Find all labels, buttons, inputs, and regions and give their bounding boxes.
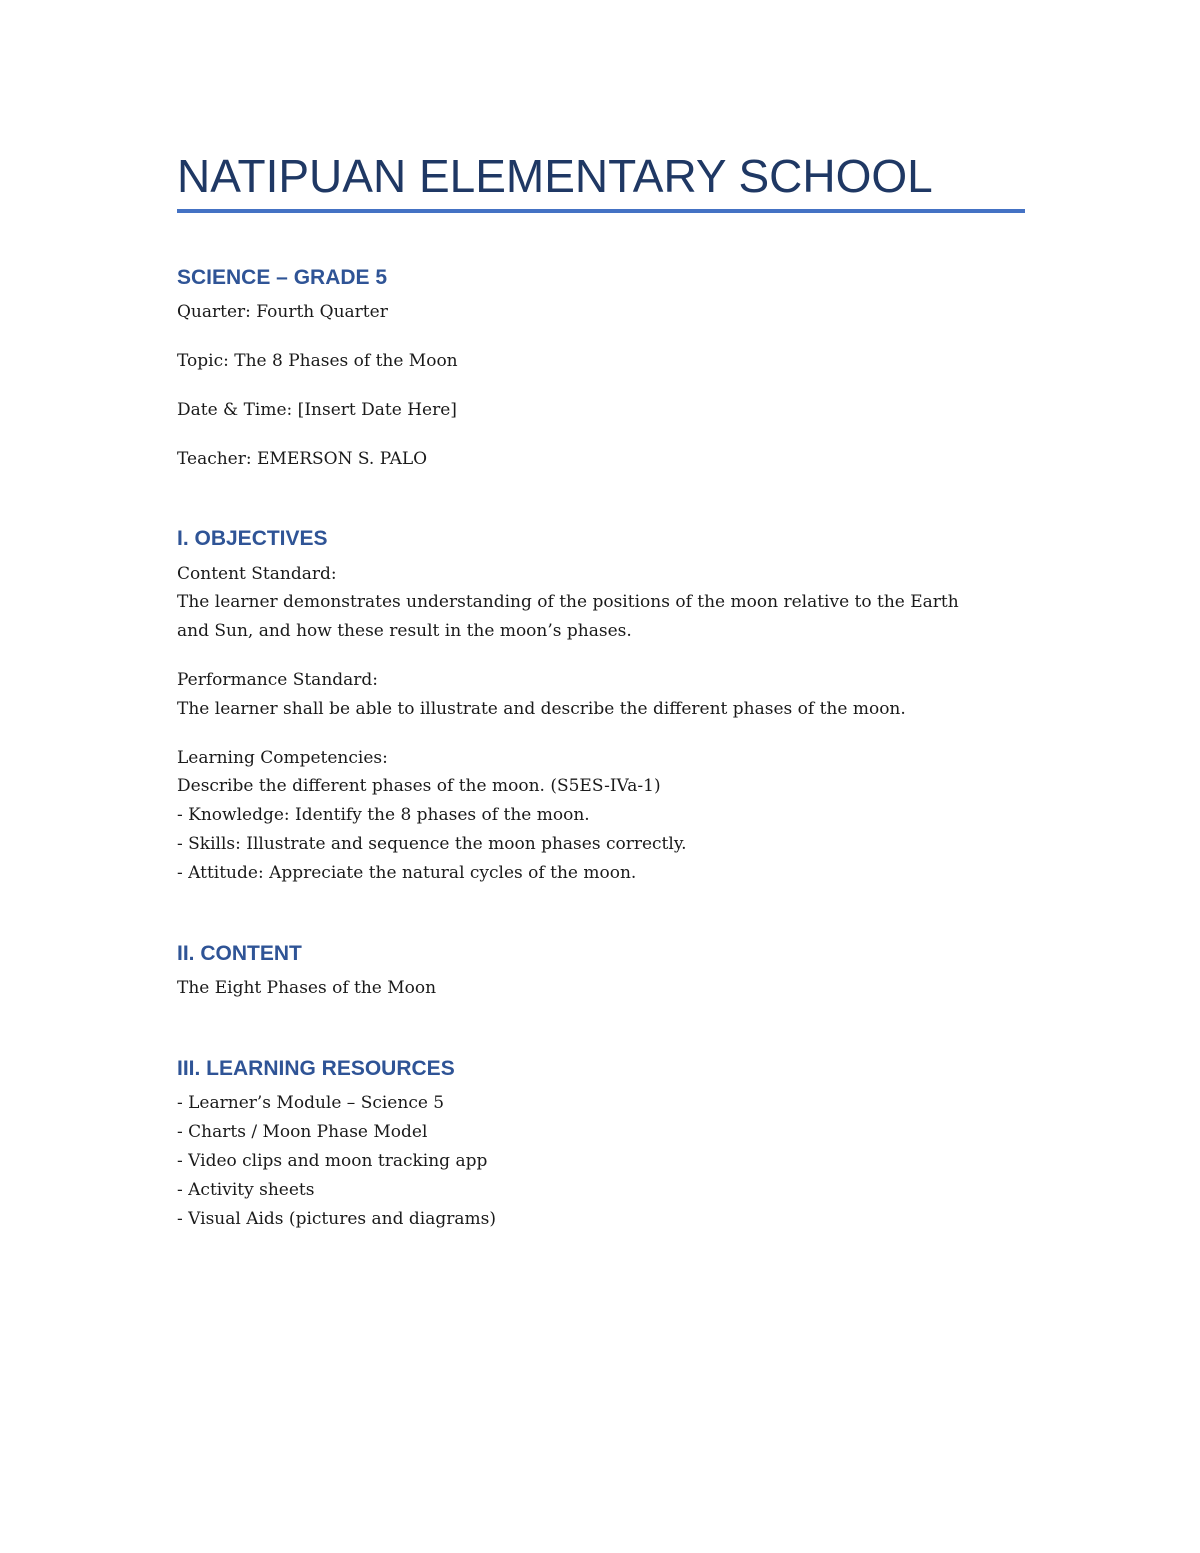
topic-line: Topic: The 8 Phases of the Moon — [177, 351, 458, 371]
content-standard-label: Content Standard: — [177, 564, 337, 584]
resources-heading: III. LEARNING RESOURCES — [177, 1057, 455, 1080]
content-text: The Eight Phases of the Moon — [177, 978, 437, 998]
resource-item: - Video clips and moon tracking app — [177, 1151, 488, 1171]
subject-heading: SCIENCE – GRADE 5 — [177, 266, 388, 289]
quarter-line: Quarter: Fourth Quarter — [177, 302, 388, 322]
content-heading: II. CONTENT — [177, 942, 302, 965]
resource-item: - Learner’s Module – Science 5 — [177, 1093, 445, 1113]
content-standard-text-1: The learner demonstrates understanding of the positions of the moon relative to the Earth — [177, 592, 959, 612]
resource-item: - Charts / Moon Phase Model — [177, 1122, 428, 1142]
competencies-label: Learning Competencies: — [177, 748, 388, 768]
competency-item: - Skills: Illustrate and sequence the moon phases correctly. — [177, 834, 687, 854]
performance-standard-label: Performance Standard: — [177, 670, 379, 690]
competency-item: Describe the different phases of the moon. (S5ES-IVa-1) — [177, 776, 661, 796]
competency-item: - Knowledge: Identify the 8 phases of the moon. — [177, 805, 590, 825]
competency-item: - Attitude: Appreciate the natural cycles of the moon. — [177, 863, 637, 883]
resource-item: - Visual Aids (pictures and diagrams) — [177, 1209, 496, 1229]
performance-standard-text: The learner shall be able to illustrate and describe the different phases of the moon. — [177, 699, 906, 719]
resource-item: - Activity sheets — [177, 1180, 315, 1200]
title-underline — [177, 209, 1025, 213]
school-title: NATIPUAN ELEMENTARY SCHOOL — [177, 150, 933, 202]
date-time-line: Date & Time: [Insert Date Here] — [177, 400, 457, 420]
content-standard-text-2: and Sun, and how these result in the moon’s phases. — [177, 621, 632, 641]
teacher-line: Teacher: EMERSON S. PALO — [177, 449, 428, 469]
objectives-heading: I. OBJECTIVES — [177, 527, 328, 550]
